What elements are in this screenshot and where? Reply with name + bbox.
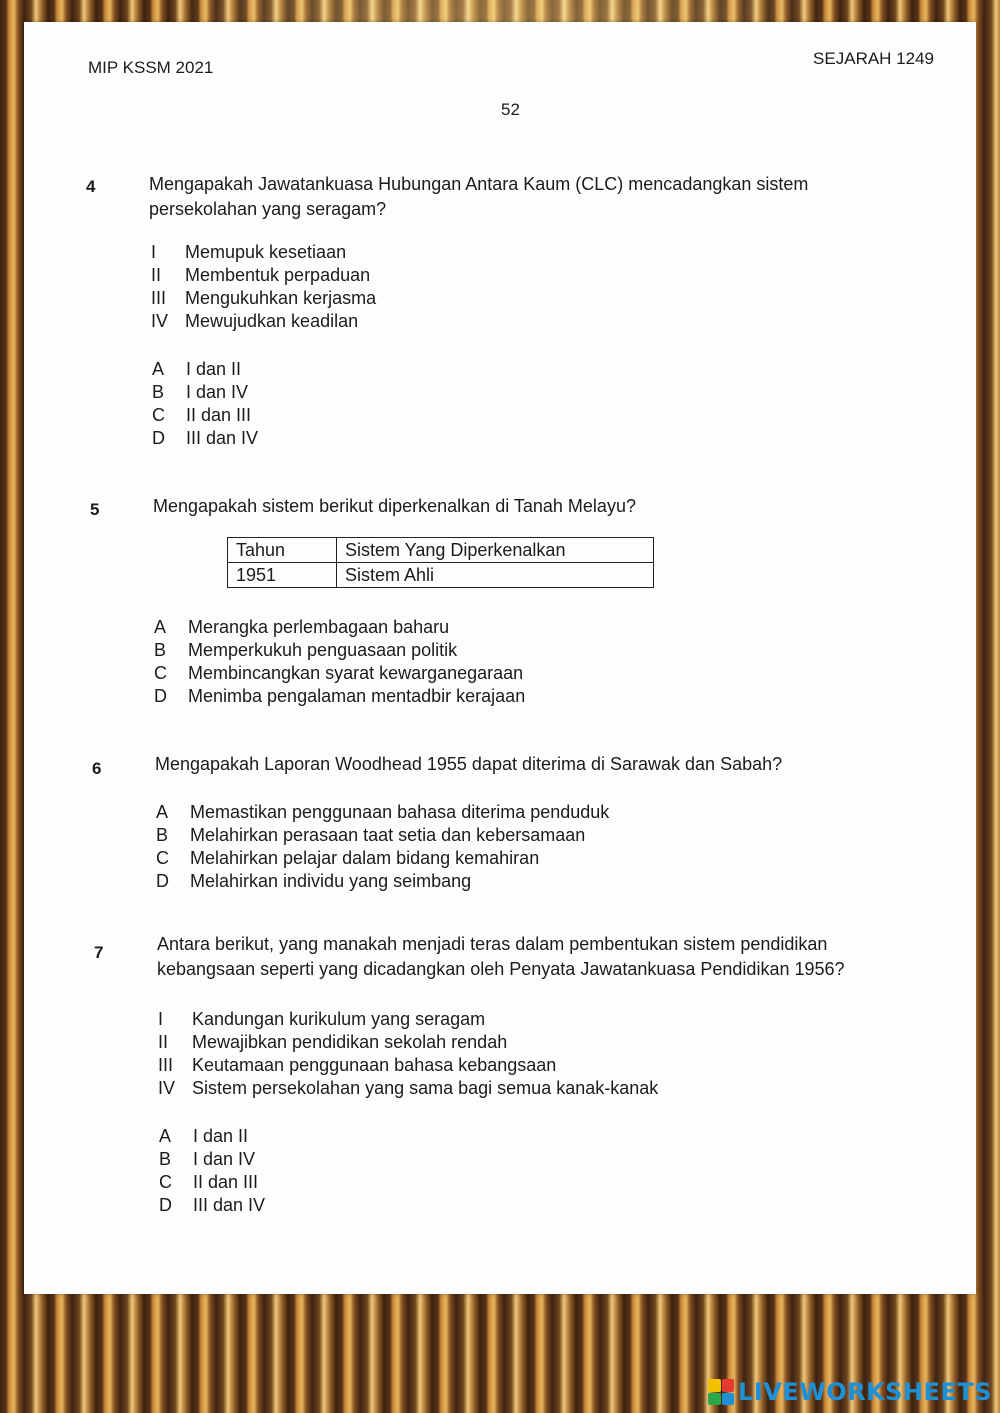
option-text: I dan II (193, 1126, 249, 1146)
option-label: B (159, 1149, 172, 1169)
question-4-text-line1: Mengapakah Jawatankuasa Hubungan Antara Kaum (CLC) mencadangkan sistem (149, 174, 809, 194)
statement-label: IV (151, 311, 169, 331)
option-label: B (152, 382, 165, 402)
statement-text: Membentuk perpaduan (185, 265, 371, 285)
q7-statement (158, 1055, 556, 1076)
question-4-text (149, 172, 808, 222)
logo-square (722, 1393, 735, 1406)
table-row (228, 563, 654, 588)
q6-option-d[interactable] (156, 871, 471, 892)
table-cell: Sistem Ahli (337, 563, 654, 588)
header-right: SEJARAH 1249 (813, 49, 934, 68)
statement-label: II (151, 265, 162, 285)
q4-option-d[interactable] (152, 428, 258, 449)
option-label: A (156, 802, 169, 822)
option-text: Memastikan penggunaan bahasa diterima penduduk (190, 802, 610, 822)
option-label: A (152, 359, 165, 379)
option-text: I dan IV (193, 1149, 256, 1169)
option-text: Menimba pengalaman mentadbir kerajaan (188, 686, 526, 706)
q7-option-a[interactable] (159, 1126, 248, 1147)
option-label: D (154, 686, 167, 706)
liveworksheets-mark-icon (708, 1379, 734, 1405)
question-6-number: 6 (92, 759, 102, 778)
question-7-text-line1: Antara berikut, yang manakah menjadi teras dalam pembentukan sistem pendidikan (157, 934, 828, 954)
statement-text: Sistem persekolahan yang sama bagi semua kanak-kanak (192, 1078, 659, 1098)
logo-square (722, 1379, 735, 1392)
table-header-row (228, 538, 654, 563)
statement-label: II (158, 1032, 169, 1052)
statement-label: I (151, 242, 157, 262)
q7-option-b[interactable] (159, 1149, 255, 1170)
question-6-text: Mengapakah Laporan Woodhead 1955 dapat diterima di Sarawak dan Sabah? (155, 754, 783, 774)
option-label: C (156, 848, 169, 868)
option-text: II dan III (186, 405, 252, 425)
option-text: III dan IV (186, 428, 259, 448)
statement-text: Memupuk kesetiaan (185, 242, 347, 262)
question-5-text: Mengapakah sistem berikut diperkenalkan di Tanah Melayu? (153, 496, 636, 516)
q7-statement (158, 1078, 658, 1099)
q4-statement (151, 288, 376, 309)
q4-option-b[interactable] (152, 382, 248, 403)
q6-option-a[interactable] (156, 802, 609, 823)
logo-square (708, 1393, 721, 1406)
option-text: Memperkukuh penguasaan politik (188, 640, 458, 660)
option-text: I dan II (186, 359, 242, 379)
table-header-cell: Tahun (228, 538, 337, 563)
question-4-number: 4 (86, 177, 96, 196)
q4-statement (151, 265, 370, 286)
statement-text: Mewajibkan pendidikan sekolah rendah (192, 1032, 508, 1052)
worksheet-page (24, 22, 976, 1294)
q6-option-c[interactable] (156, 848, 539, 869)
q5-table (227, 537, 654, 588)
question-4-text-line2: persekolahan yang seragam? (149, 199, 387, 219)
option-text: Melahirkan individu yang seimbang (190, 871, 472, 891)
q5-option-d[interactable] (154, 686, 525, 707)
q7-statement (158, 1032, 507, 1053)
q4-statement (151, 242, 346, 263)
question-5-number: 5 (90, 500, 100, 519)
statement-label: I (158, 1009, 164, 1029)
option-text: III dan IV (193, 1195, 266, 1215)
logo-square (708, 1379, 721, 1392)
statement-label: III (151, 288, 167, 308)
q4-option-a[interactable] (152, 359, 241, 380)
q7-option-c[interactable] (159, 1172, 258, 1193)
option-label: C (159, 1172, 172, 1192)
option-label: B (156, 825, 169, 845)
option-label: A (159, 1126, 172, 1146)
q6-option-b[interactable] (156, 825, 585, 846)
option-label: D (152, 428, 165, 448)
q4-statement (151, 311, 358, 332)
q7-option-d[interactable] (159, 1195, 265, 1216)
statement-text: Mewujudkan keadilan (185, 311, 359, 331)
option-label: A (154, 617, 167, 637)
question-7-text-line2: kebangsaan seperti yang dicadangkan oleh Penyata Jawatankuasa Pendidikan 1956? (157, 959, 845, 979)
header-left: MIP KSSM 2021 (88, 58, 214, 77)
option-label: D (159, 1195, 172, 1215)
option-text: II dan III (193, 1172, 259, 1192)
statement-text: Kandungan kurikulum yang seragam (192, 1009, 486, 1029)
statement-label: III (158, 1055, 174, 1075)
option-text: Melahirkan perasaan taat setia dan kebersamaan (190, 825, 586, 845)
table-header-cell: Sistem Yang Diperkenalkan (337, 538, 654, 563)
option-text: Membincangkan syarat kewarganegaraan (188, 663, 524, 683)
q7-statement (158, 1009, 485, 1030)
q5-option-a[interactable] (154, 617, 449, 638)
question-7-text (157, 932, 845, 982)
option-text: Merangka perlembagaan baharu (188, 617, 450, 637)
table-cell: 1951 (228, 563, 337, 588)
page-number: 52 (501, 100, 520, 119)
question-7-number: 7 (94, 943, 104, 962)
option-label: C (154, 663, 167, 683)
option-label: B (154, 640, 167, 660)
q5-option-b[interactable] (154, 640, 457, 661)
option-text: Melahirkan pelajar dalam bidang kemahiran (190, 848, 540, 868)
q5-option-c[interactable] (154, 663, 523, 684)
option-label: C (152, 405, 165, 425)
statement-text: Mengukuhkan kerjasma (185, 288, 377, 308)
statement-text: Keutamaan penggunaan bahasa kebangsaan (192, 1055, 557, 1075)
brand-text: LIVEWORKSHEETS (738, 1378, 992, 1406)
liveworksheets-logo[interactable] (708, 1375, 992, 1409)
q4-option-c[interactable] (152, 405, 251, 426)
statement-label: IV (158, 1078, 176, 1098)
option-text: I dan IV (186, 382, 249, 402)
option-label: D (156, 871, 169, 891)
